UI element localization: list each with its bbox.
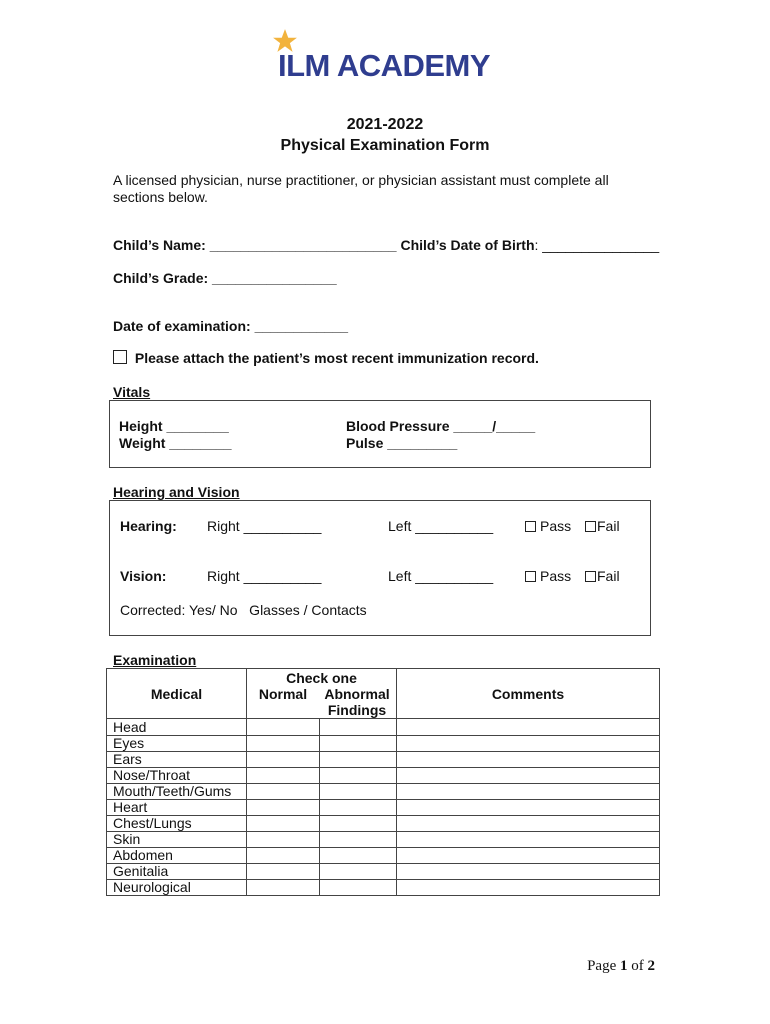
normal-cell[interactable] [247, 736, 320, 752]
child-dob-label: Child’s Date of Birth [400, 237, 535, 253]
table-row [107, 736, 660, 752]
abnormal-cell[interactable] [320, 800, 397, 816]
normal-cell[interactable] [247, 864, 320, 880]
table-row [107, 832, 660, 848]
abnormal-cell[interactable] [320, 848, 397, 864]
comments-cell[interactable] [397, 752, 660, 768]
exam-item-label: Neurological [107, 880, 247, 896]
table-row [107, 719, 660, 736]
col-medical: Medical [107, 669, 247, 719]
normal-cell[interactable] [247, 880, 320, 896]
hearing-pass-option[interactable] [525, 518, 571, 535]
child-grade-field[interactable]: Child’s Grade: ________________ [113, 270, 337, 286]
col-comments: Comments [397, 669, 660, 719]
form-year: 2021-2022 [346, 116, 424, 133]
hearing-right-field[interactable]: Right __________ [207, 518, 322, 534]
hearing-fail-option[interactable] [585, 518, 620, 535]
comments-cell[interactable] [397, 800, 660, 816]
child-dob-line: : _______________ [534, 237, 660, 253]
vision-left-field[interactable]: Left __________ [388, 568, 494, 584]
vision-fail-option[interactable] [585, 568, 620, 585]
col-check-one [247, 669, 397, 719]
comments-cell[interactable] [397, 864, 660, 880]
check-one-label: Check one [286, 670, 357, 686]
hearing-vision-box [109, 500, 651, 636]
abnormal-cell[interactable] [320, 880, 397, 896]
comments-cell[interactable] [397, 719, 660, 736]
form-title: Physical Examination Form [280, 137, 490, 154]
weight-field[interactable]: Weight ________ [119, 435, 232, 451]
table-row [107, 752, 660, 768]
hearing-label: Hearing: [120, 518, 177, 534]
height-field[interactable]: Height ________ [119, 418, 229, 434]
exam-item-label: Eyes [107, 736, 247, 752]
logo: ILM ACADEMY [278, 48, 491, 83]
immunization-note: Please attach the patient’s most recent immunization record. [134, 350, 539, 366]
vision-fail-checkbox[interactable] [585, 571, 596, 582]
normal-cell[interactable] [247, 800, 320, 816]
normal-cell[interactable] [247, 768, 320, 784]
vitals-heading: Vitals [113, 384, 151, 400]
exam-item-label: Skin [107, 832, 247, 848]
abnormal-cell[interactable] [320, 816, 397, 832]
exam-item-label: Chest/Lungs [107, 816, 247, 832]
blood-pressure-field[interactable]: Blood Pressure _____/_____ [346, 418, 536, 434]
page-word: Page [587, 958, 617, 974]
comments-cell[interactable] [397, 736, 660, 752]
page-current: 1 [620, 958, 628, 974]
child-name-field[interactable] [113, 237, 659, 254]
examination-table [106, 668, 660, 896]
immunization-checkbox[interactable] [113, 350, 127, 364]
exam-item-label: Mouth/Teeth/Gums [107, 784, 247, 800]
abnormal-cell[interactable] [320, 768, 397, 784]
col-normal: Normal [258, 686, 308, 702]
fail-label: Fail [597, 568, 620, 584]
abnormal-cell[interactable] [320, 719, 397, 736]
abnormal-cell[interactable] [320, 864, 397, 880]
vision-pass-checkbox[interactable] [525, 571, 536, 582]
exam-item-label: Head [107, 719, 247, 736]
vision-pass-option[interactable] [525, 568, 571, 585]
table-row [107, 848, 660, 864]
pass-label: Pass [540, 568, 572, 584]
normal-cell[interactable] [247, 784, 320, 800]
vitals-box [109, 400, 651, 468]
exam-item-label: Nose/Throat [107, 768, 247, 784]
comments-cell[interactable] [397, 816, 660, 832]
table-row [107, 768, 660, 784]
vision-label: Vision: [120, 568, 167, 584]
table-row [107, 784, 660, 800]
page-number [587, 958, 655, 975]
table-row [107, 864, 660, 880]
fail-label: Fail [597, 518, 620, 534]
intro-text: A licensed physician, nurse practitioner, or physician assistant must complete all sections below. [113, 172, 609, 205]
comments-cell[interactable] [397, 880, 660, 896]
exam-item-label: Abdomen [107, 848, 247, 864]
exam-date-field[interactable]: Date of examination: ____________ [113, 318, 349, 334]
table-row [107, 816, 660, 832]
immunization-row [113, 350, 539, 367]
comments-cell[interactable] [397, 832, 660, 848]
hearing-left-field[interactable]: Left __________ [388, 518, 494, 534]
comments-cell[interactable] [397, 768, 660, 784]
hearing-vision-heading: Hearing and Vision [113, 484, 240, 500]
normal-cell[interactable] [247, 832, 320, 848]
abnormal-cell[interactable] [320, 752, 397, 768]
corrected-field[interactable]: Corrected: Yes/ No Glasses / Contacts [120, 602, 367, 618]
normal-cell[interactable] [247, 816, 320, 832]
abnormal-cell[interactable] [320, 784, 397, 800]
exam-item-label: Heart [107, 800, 247, 816]
abnormal-cell[interactable] [320, 832, 397, 848]
examination-heading: Examination [113, 652, 197, 668]
hearing-pass-checkbox[interactable] [525, 521, 536, 532]
comments-cell[interactable] [397, 848, 660, 864]
exam-item-label: Ears [107, 752, 247, 768]
comments-cell[interactable] [397, 784, 660, 800]
hearing-fail-checkbox[interactable] [585, 521, 596, 532]
normal-cell[interactable] [247, 719, 320, 736]
abnormal-cell[interactable] [320, 736, 397, 752]
col-abnormal: Abnormal Findings [324, 686, 390, 718]
table-row [107, 880, 660, 896]
pass-label: Pass [540, 518, 572, 534]
normal-cell[interactable] [247, 848, 320, 864]
vision-right-field[interactable]: Right __________ [207, 568, 322, 584]
normal-cell[interactable] [247, 752, 320, 768]
pulse-field[interactable]: Pulse _________ [346, 435, 458, 451]
child-name-label: Child’s Name: ________________________ [113, 237, 397, 253]
table-row [107, 800, 660, 816]
of-word: of [631, 958, 644, 974]
exam-item-label: Genitalia [107, 864, 247, 880]
page-total: 2 [647, 958, 655, 974]
